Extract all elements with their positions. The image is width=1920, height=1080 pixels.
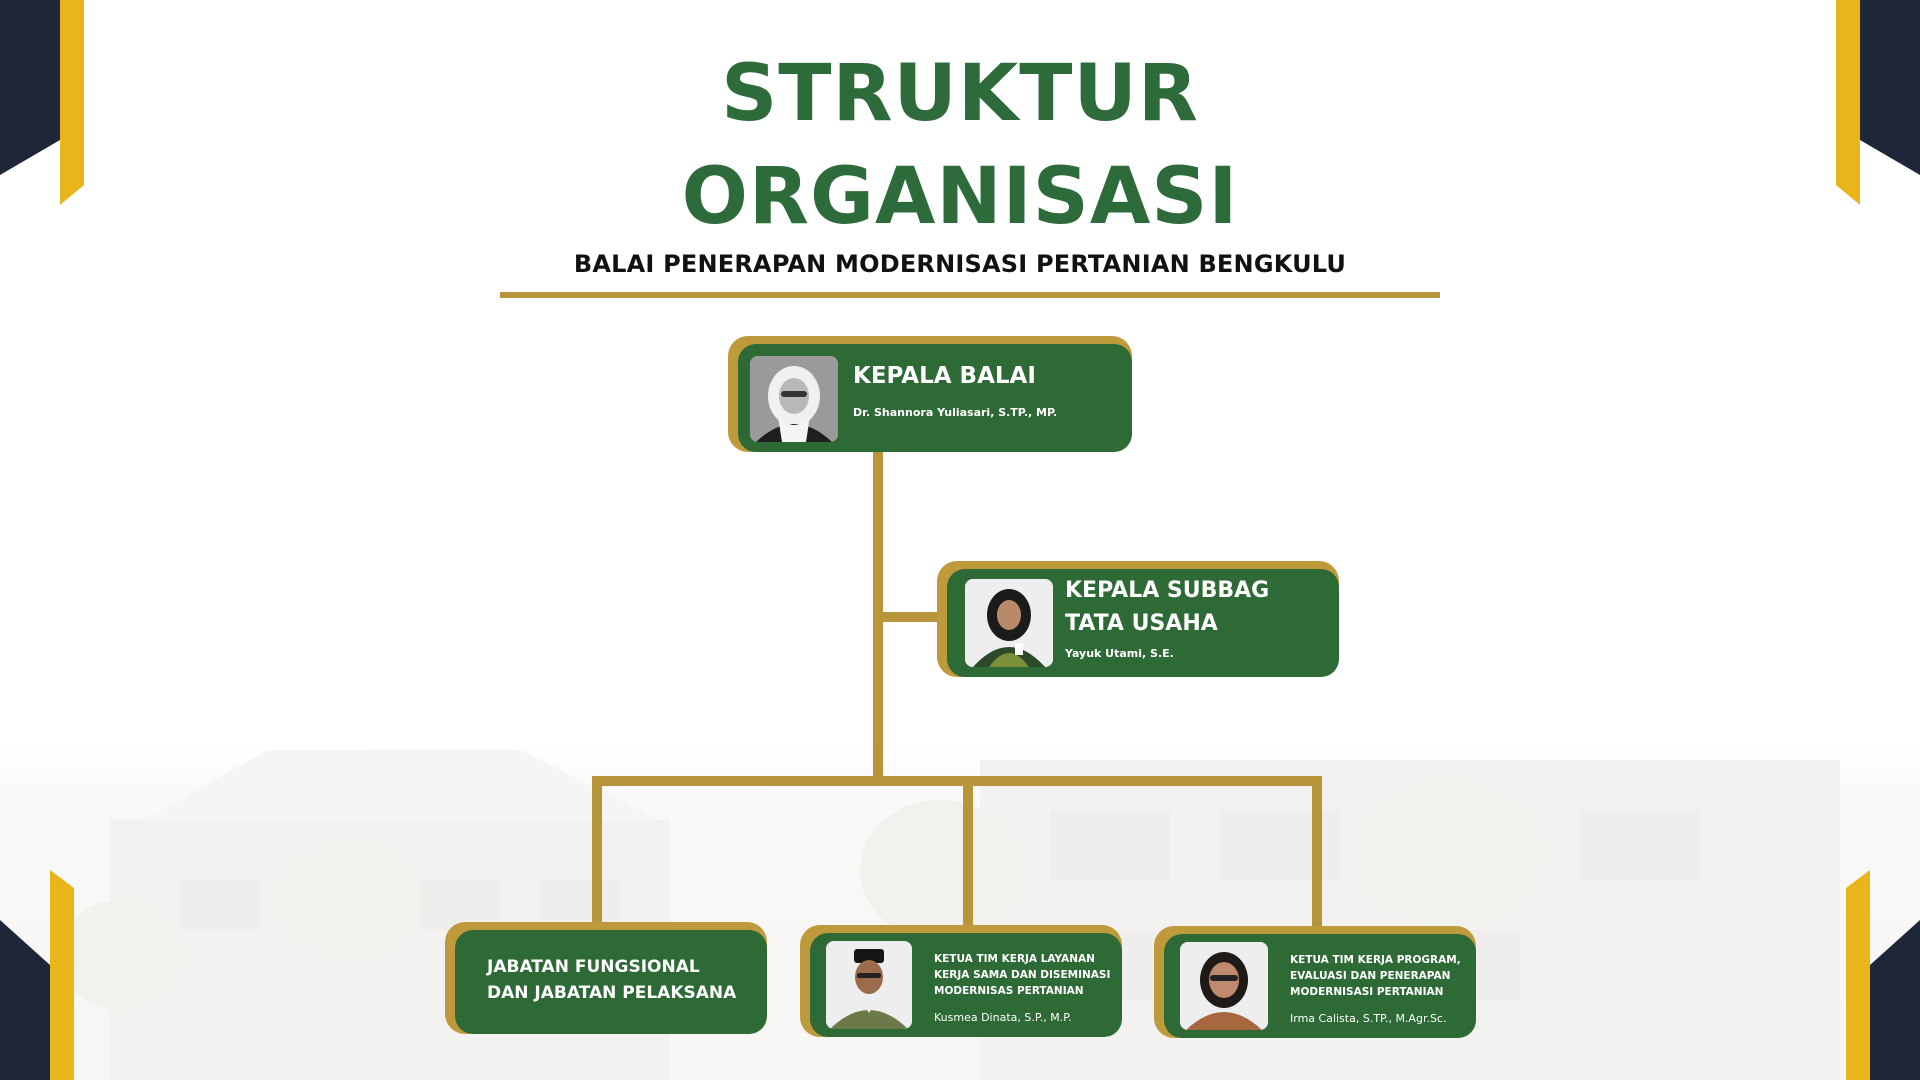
admin-role-line1: KEPALA SUBBAG bbox=[1065, 578, 1270, 603]
staff-role-line1: JABATAN FUNGSIONAL bbox=[487, 957, 700, 977]
connector-drop-staff bbox=[592, 776, 602, 928]
admin-name: Yayuk Utami, S.E. bbox=[1065, 647, 1174, 660]
corner-decoration-bottom-left bbox=[0, 870, 90, 1080]
team1-role-line3: MODERNISAS PERTANIAN bbox=[934, 985, 1084, 997]
connector-horizontal-bar bbox=[592, 776, 1322, 786]
team1-role-line2: KERJA SAMA DAN DISEMINASI bbox=[934, 969, 1111, 981]
head-role: KEPALA BALAI bbox=[853, 363, 1036, 389]
org-card-head bbox=[728, 336, 1132, 452]
page-title-line1: STRUKTUR bbox=[721, 49, 1199, 139]
team2-role-line3: MODERNISASI PERTANIAN bbox=[1290, 986, 1444, 998]
connector-admin-branch bbox=[873, 612, 945, 622]
page-title-line2: ORGANISASI bbox=[681, 152, 1239, 242]
corner-decoration-bottom-right bbox=[1830, 870, 1920, 1080]
portrait-team1 bbox=[826, 941, 912, 1029]
header-divider bbox=[500, 292, 1440, 298]
team2-role-line1: KETUA TIM KERJA PROGRAM, bbox=[1290, 954, 1461, 966]
connector-drop-team2 bbox=[1312, 776, 1322, 931]
team2-role-line2: EVALUASI DAN PENERAPAN bbox=[1290, 970, 1451, 982]
staff-role-line2: DAN JABATAN PELAKSANA bbox=[487, 983, 737, 1003]
team1-name: Kusmea Dinata, S.P., M.P. bbox=[934, 1011, 1072, 1024]
admin-role-line2: TATA USAHA bbox=[1065, 611, 1218, 636]
portrait-admin bbox=[965, 579, 1053, 667]
portrait-head bbox=[750, 356, 838, 442]
org-card-team2 bbox=[1154, 926, 1476, 1038]
head-name: Dr. Shannora Yuliasari, S.TP., MP. bbox=[853, 406, 1058, 419]
portrait-team2 bbox=[1180, 942, 1268, 1030]
org-card-staff bbox=[445, 922, 767, 1034]
team2-name: Irma Calista, S.TP., M.Agr.Sc. bbox=[1290, 1012, 1447, 1025]
connector-drop-team1 bbox=[963, 776, 973, 931]
org-card-admin bbox=[937, 561, 1339, 677]
team1-role-line1: KETUA TIM KERJA LAYANAN bbox=[934, 953, 1095, 965]
org-card-team1 bbox=[800, 925, 1122, 1037]
page-subtitle: BALAI PENERAPAN MODERNISASI PERTANIAN BENGKULU bbox=[573, 250, 1347, 278]
